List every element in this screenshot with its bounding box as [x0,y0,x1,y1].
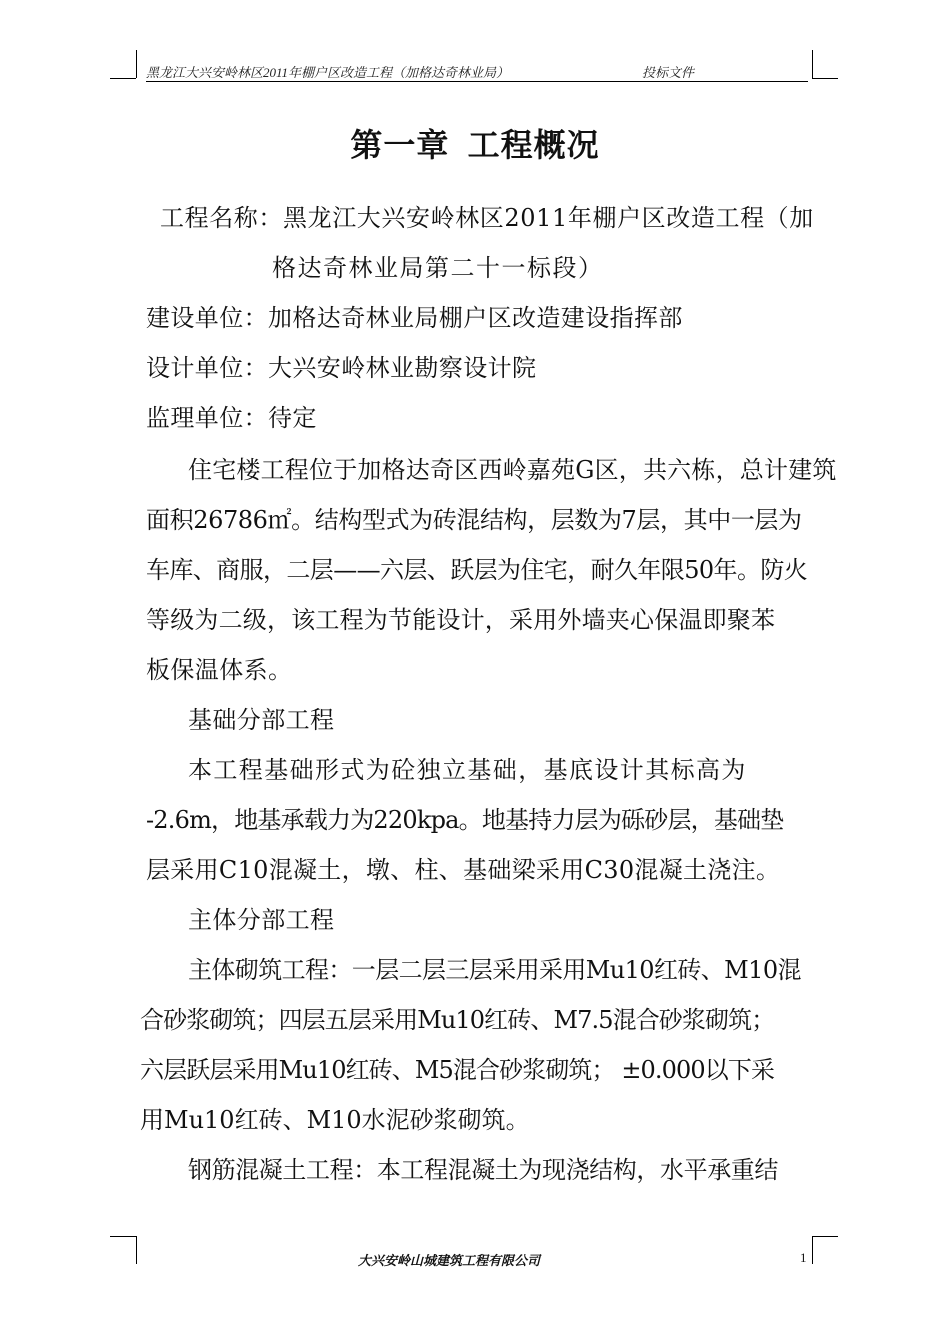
body-line: 工程名称：黑龙江大兴安岭林区2011年棚户区改造工程（加 [160,204,814,232]
body-line: 本工程基础形式为砼独立基础，基底设计其标高为 [188,756,747,784]
body-line: 监理单位：待定 [146,404,317,432]
body-line: 车库、商服，二层——六层、跃层为住宅，耐久年限50年。防火 [146,556,808,584]
body-line: -2.6m，地基承载力为220kpa。地基持力层为砾砂层，基础垫 [146,806,784,834]
crop-mark-top-right-v [812,50,813,78]
page-header [146,62,808,82]
body-line: 六层跃层采用Mu10红砖、M5混合砂浆砌筑； ±0.000以下采 [140,1056,775,1084]
body-line: 建设单位：加格达奇林业局棚户区改造建设指挥部 [146,304,683,332]
body-line: 格达奇林业局第二十一标段） [272,254,604,282]
section-heading: 基础分部工程 [188,706,335,734]
body-line: 用Mu10红砖、M10水泥砂浆砌筑。 [140,1106,530,1134]
body-line: 面积26786㎡。结构型式为砖混结构，层数为7层，其中一层为 [146,506,802,534]
header-project-title: 黑龙江大兴安岭林区2011年棚户区改造工程（加格达奇林业局） [146,65,510,80]
crop-mark-bottom-right-h [812,1236,838,1237]
body-line: 钢筋混凝土工程：本工程混凝土为现浇结构，水平承重结 [188,1156,778,1184]
header-document-type: 投标文件 [642,65,695,80]
body-line: 住宅楼工程位于加格达奇区西岭嘉苑G区，共六栋，总计建筑 [188,456,837,484]
body-line: 设计单位：大兴安岭林业勘察设计院 [146,354,537,382]
section-heading: 主体分部工程 [188,906,335,934]
body-line: 主体砌筑工程：一层二层三层采用采用Mu10红砖、M10混 [188,956,801,984]
body-line: 层采用C10混凝土，墩、柱、基础梁采用C30混凝土浇注。 [146,856,781,884]
crop-mark-top-left-h [110,78,136,79]
body-line: 合砂浆砌筑；四层五层采用Mu10红砖、M7.5混合砂浆砌筑； [140,1006,775,1034]
crop-mark-top-right-h [812,78,838,79]
body-line: 板保温体系。 [146,656,293,684]
crop-mark-top-left-v [136,50,137,78]
footer-company-name: 大兴安岭山城建筑工程有限公司 [358,1254,541,1269]
body-line: 等级为二级，该工程为节能设计，采用外墙夹心保温即聚苯 [146,606,776,634]
page-footer [0,1250,950,1270]
page-number: 1 [800,1250,807,1265]
crop-mark-bottom-left-h [110,1236,136,1237]
header-rule [146,81,808,82]
chapter-title: 第一章 工程概况 [350,126,600,164]
